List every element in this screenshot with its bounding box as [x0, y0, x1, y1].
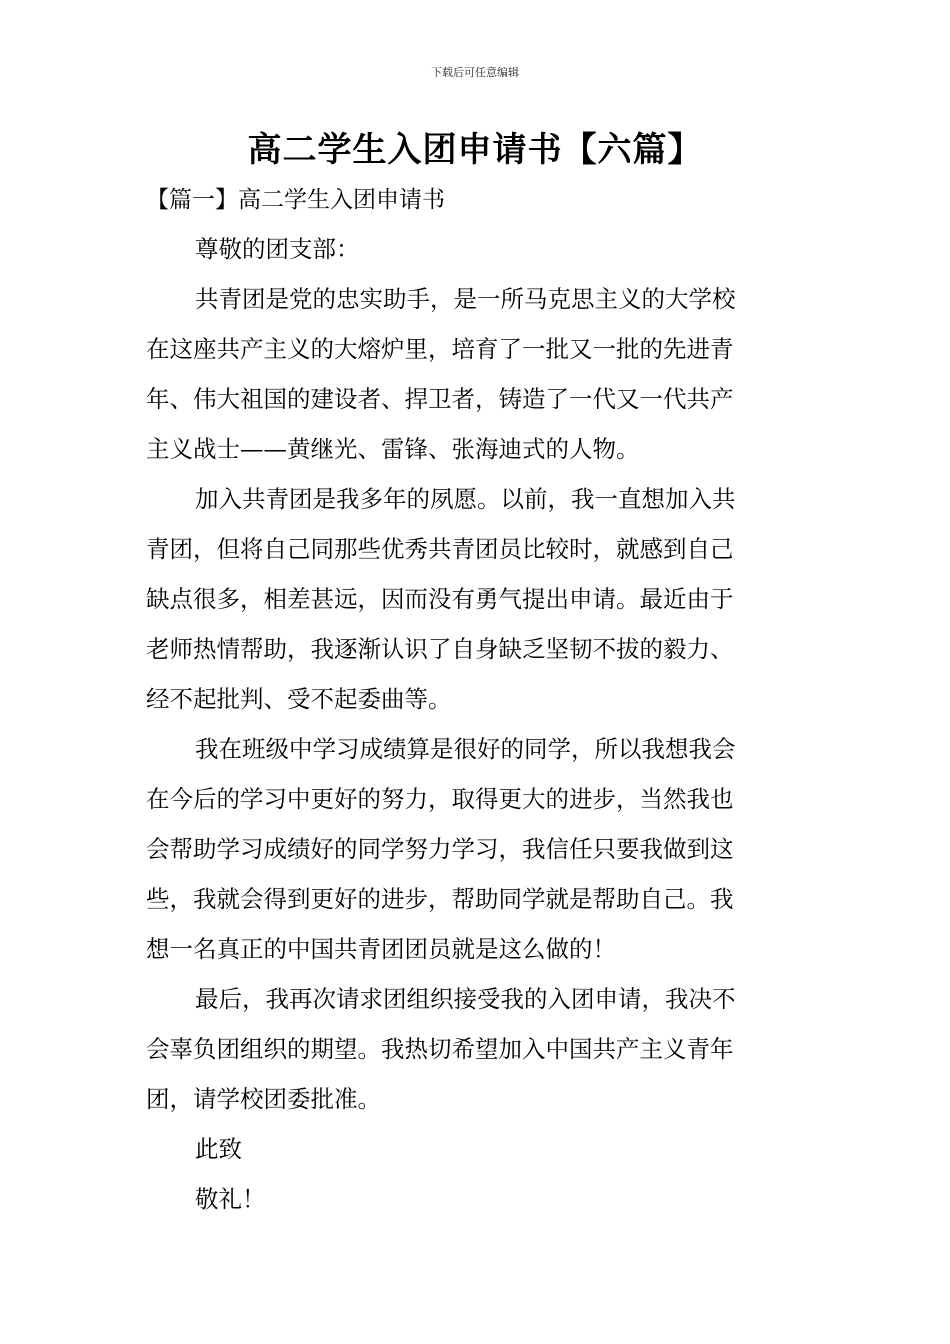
paragraph-line: 年、伟大祖国的建设者、捍卫者，铸造了一代又一代共产 [146, 385, 734, 413]
paragraph-line: 会帮助学习成绩好的同学努力学习，我信任只要我做到这 [146, 835, 734, 863]
paragraph-line: 在这座共产主义的大熔炉里，培育了一批又一批的先进青 [146, 335, 734, 363]
salutation-line: 尊敬的团支部： [195, 235, 360, 263]
paragraph-line: 缺点很多，相差甚远，因而没有勇气提出申请。最近由于 [146, 585, 734, 613]
closing-line: 此致 [195, 1135, 242, 1163]
paragraph-line: 我在班级中学习成绩算是很好的同学，所以我想我会 [195, 735, 736, 763]
paragraph-line: 些，我就会得到更好的进步，帮助同学就是帮助自己。我 [146, 885, 734, 913]
paragraph-line: 经不起批判、受不起委曲等。 [146, 685, 452, 713]
paragraph-line: 想一名真正的中国共青团团员就是这么做的！ [146, 935, 616, 963]
paragraph-line: 在今后的学习中更好的努力，取得更大的进步，当然我也 [146, 785, 734, 813]
section-heading: 【篇一】高二学生入团申请书 [146, 187, 445, 213]
paragraph-line: 主义战士——黄继光、雷锋、张海迪式的人物。 [146, 435, 640, 463]
letter-body [146, 224, 810, 1224]
paragraph-line: 会辜负团组织的期望。我热切希望加入中国共产主义青年 [146, 1035, 734, 1063]
header-note: 下载后可任意编辑 [431, 66, 519, 79]
paragraph-line: 最后，我再次请求团组织接受我的入团申请，我决不 [195, 985, 736, 1013]
paragraph-line: 加入共青团是我多年的夙愿。以前，我一直想加入共 [195, 485, 736, 513]
closing-line: 敬礼！ [195, 1185, 266, 1213]
paragraph-line: 青团，但将自己同那些优秀共青团员比较时，就感到自己 [146, 535, 734, 563]
document-title: 高二学生入团申请书【六篇】 [247, 130, 703, 170]
paragraph-line: 共青团是党的忠实助手，是一所马克思主义的大学校 [195, 285, 736, 313]
paragraph-line: 老师热情帮助，我逐渐认识了自身缺乏坚韧不拔的毅力、 [146, 635, 734, 663]
paragraph-line: 团，请学校团委批准。 [146, 1085, 381, 1113]
